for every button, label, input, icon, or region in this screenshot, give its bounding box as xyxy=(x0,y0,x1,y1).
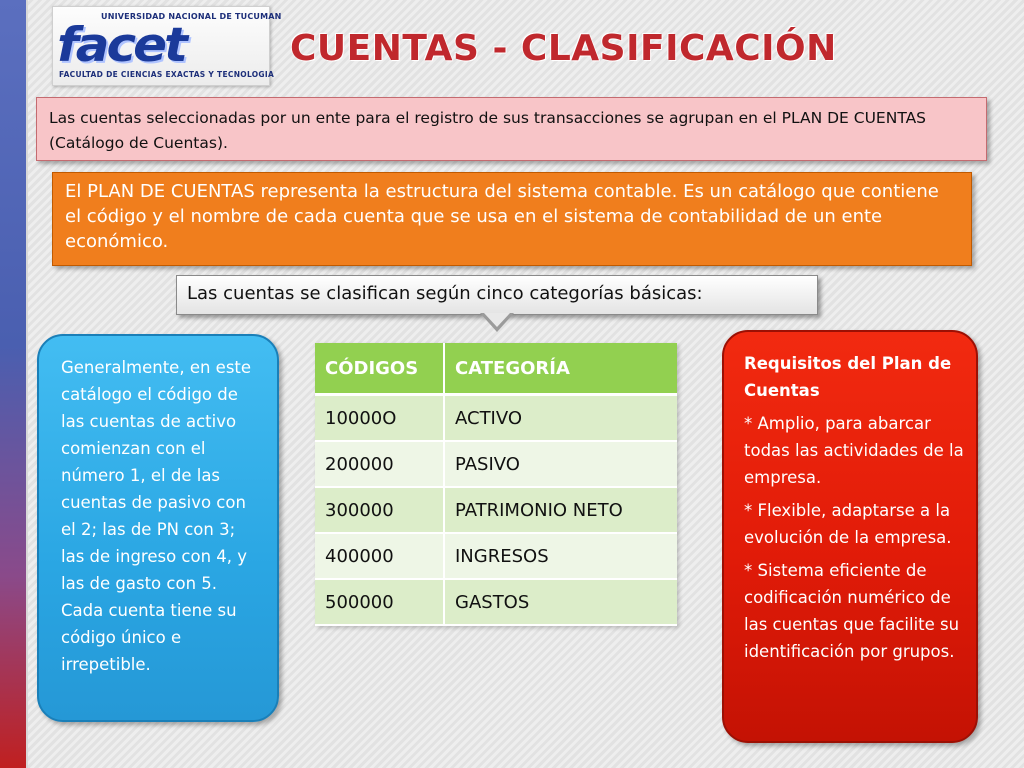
facet-logo xyxy=(52,6,282,86)
table-row xyxy=(315,487,677,533)
requirements-box xyxy=(722,330,978,743)
logo-wordmark: facet xyxy=(57,17,185,73)
category-cell: PASIVO xyxy=(444,441,677,487)
logo-subtitle: FACULTAD DE CIENCIAS EXACTAS Y TECNOLOGIA xyxy=(59,70,275,79)
intro-box: Las cuentas seleccionadas por un ente para el registro de sus transacciones se agrupan en el PLAN DE CUENTAS (Catálogo de Cuentas). xyxy=(36,97,987,161)
requirement-item: * Flexible, adaptarse a la evolución de la empresa. xyxy=(744,501,952,547)
table-row xyxy=(315,395,677,442)
category-cell: PATRIMONIO NETO xyxy=(444,487,677,533)
requirement-item: * Sistema eficiente de codificación numérico de las cuentas que facilite su identificación por grupos. xyxy=(744,561,960,661)
codes-table xyxy=(315,343,677,626)
header-codigos: CÓDIGOS xyxy=(315,343,444,395)
code-cell: 500000 xyxy=(315,579,444,625)
category-cell: ACTIVO xyxy=(444,395,677,442)
classification-callout: Las cuentas se clasifican según cinco categorías básicas: xyxy=(176,275,818,315)
code-cell: 10000O xyxy=(315,395,444,442)
table-header-row xyxy=(315,343,677,395)
code-cell: 200000 xyxy=(315,441,444,487)
code-cell: 300000 xyxy=(315,487,444,533)
logo-university-text: UNIVERSIDAD NACIONAL DE TUCUMAN xyxy=(101,12,282,21)
category-cell: INGRESOS xyxy=(444,533,677,579)
table-row xyxy=(315,579,677,625)
requirements-title: Requisitos del Plan de Cuentas xyxy=(744,354,952,400)
code-cell: 400000 xyxy=(315,533,444,579)
side-accent-bar xyxy=(0,0,28,768)
table-row xyxy=(315,533,677,579)
callout-arrow-inner xyxy=(484,313,510,327)
account-code-note: Generalmente, en este catálogo el código de las cuentas de activo comienzan con el número 1, el de las cuentas de pasivo con el 2; las de PN con 3; las de ingreso con 4, y las de gasto con 5. Cada cuenta tiene su código único e irrepetible. xyxy=(37,334,279,722)
slide-title: CUENTAS - CLASIFICACIÓN xyxy=(290,28,837,69)
table-row xyxy=(315,441,677,487)
plan-definition-box: El PLAN DE CUENTAS representa la estructura del sistema contable. Es un catálogo que contiene el código y el nombre de cada cuenta que se usa en el sistema de contabilidad de un ente económico. xyxy=(52,172,972,266)
category-cell: GASTOS xyxy=(444,579,677,625)
header-categoria: CATEGORÍA xyxy=(444,343,677,395)
requirement-item: * Amplio, para abarcar todas las actividades de la empresa. xyxy=(744,414,964,487)
